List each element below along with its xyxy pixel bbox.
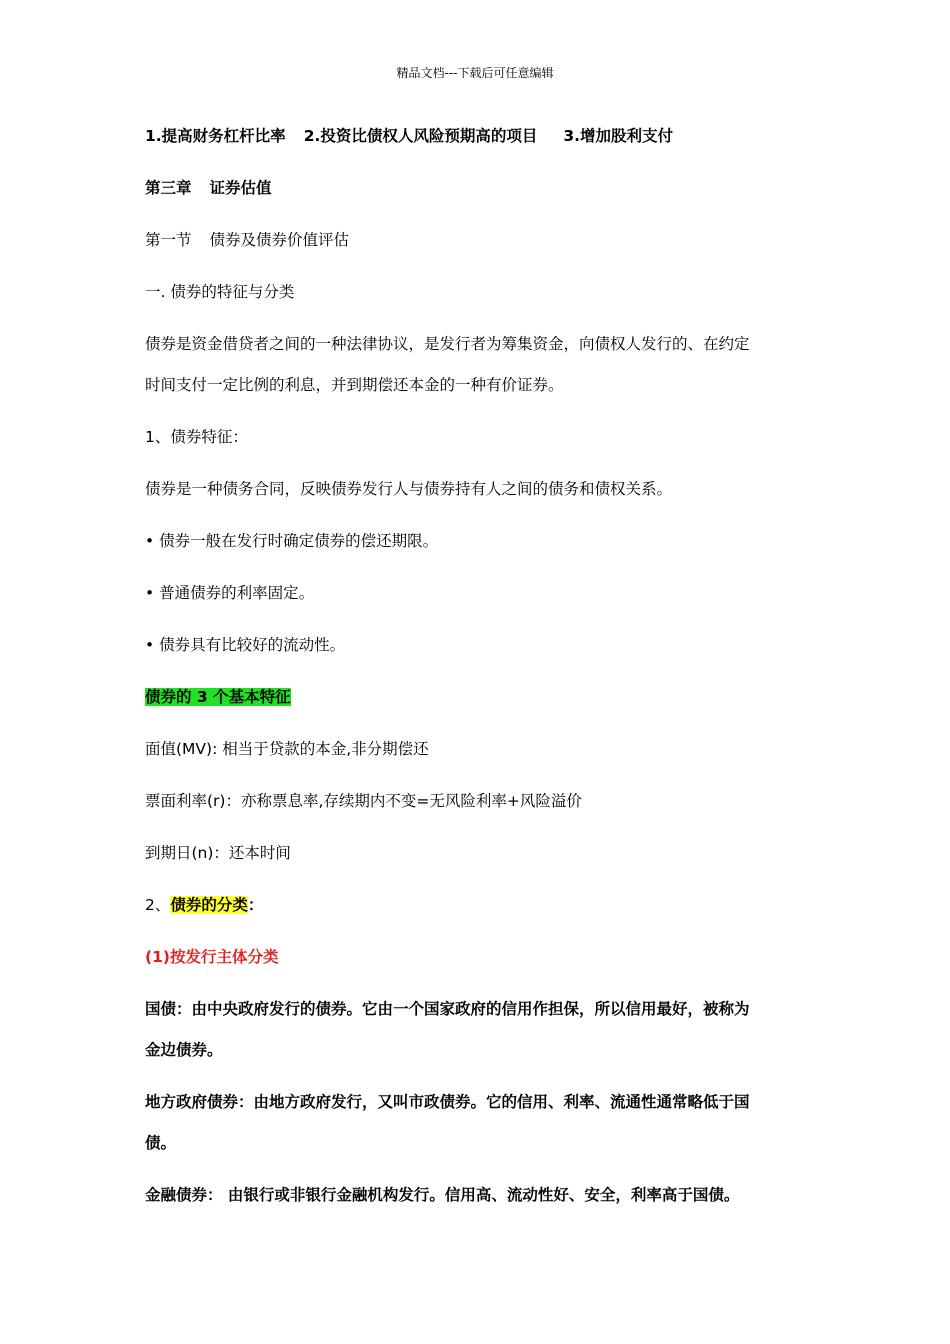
chapter-heading: [145, 176, 272, 198]
treasury-bond-line-1: 国债：由中央政府发行的债券。它由一个国家政府的信用作担保，所以信用最好，被称为: [145, 1000, 750, 1018]
financial-bond-line: 金融债券： 由银行或非银行金融机构发行。信用高、流动性好、安全，利率高于国债。: [145, 1186, 740, 1204]
item-3: 3.增加股利支付: [563, 127, 674, 145]
yellow-highlight: 债券的分类: [170, 896, 248, 914]
green-highlight: 债券的 3 个基本特征: [145, 688, 291, 706]
treasury-bond-line-2: 金边债券。: [145, 1041, 223, 1059]
item-1: 1.提高财务杠杆比率: [145, 127, 286, 145]
feature-heading: 1、债券特征：: [145, 428, 248, 446]
feature-text: 债券是一种债务合同，反映债券发行人与债券持有人之间的债务和债权关系。: [145, 480, 673, 498]
section-number: 第一节: [145, 231, 192, 249]
basic-feature-coupon-rate: 票面利率(r)：亦称票息率,存续期内不变=无风险利率+风险溢价: [145, 792, 582, 810]
section-title: 债券及债券价值评估: [209, 231, 350, 249]
page-header: 精品文档---下载后可任意编辑: [396, 66, 554, 80]
classification-suffix: ：: [247, 896, 264, 914]
red-subheading: (1)按发行主体分类: [145, 948, 279, 966]
classification-heading: [145, 893, 263, 915]
subsection-heading: 一. 债券的特征与分类: [145, 283, 295, 301]
chapter-number: 第三章: [145, 179, 192, 197]
intro-line-1: 债券是资金借贷者之间的一种法律协议，是发行者为筹集资金，向债权人发行的、在约定: [145, 335, 750, 353]
classification-prefix: 2、: [145, 896, 171, 914]
bullet-item: • 债券一般在发行时确定债券的偿还期限。: [145, 532, 439, 550]
municipal-bond-line-2: 债。: [145, 1134, 177, 1152]
intro-line-2: 时间支付一定比例的利息，并到期偿还本金的一种有价证券。: [145, 376, 564, 394]
basic-feature-maturity: 到期日(n)：还本时间: [145, 844, 291, 862]
bullet-item: • 普通债券的利率固定。: [145, 584, 315, 602]
section-heading: [145, 228, 349, 250]
summary-line: [145, 124, 673, 146]
highlight-heading: [145, 685, 291, 707]
municipal-bond-line-1: 地方政府债券：由地方政府发行，又叫市政债券。它的信用、利率、流通性通常略低于国: [145, 1093, 750, 1111]
item-2: 2.投资比债权人风险预期高的项目: [303, 127, 538, 145]
chapter-title: 证券估值: [209, 179, 272, 197]
basic-feature-face-value: 面值(MV): 相当于贷款的本金,非分期偿还: [145, 740, 429, 758]
bullet-item: • 债券具有比较好的流动性。: [145, 636, 346, 654]
